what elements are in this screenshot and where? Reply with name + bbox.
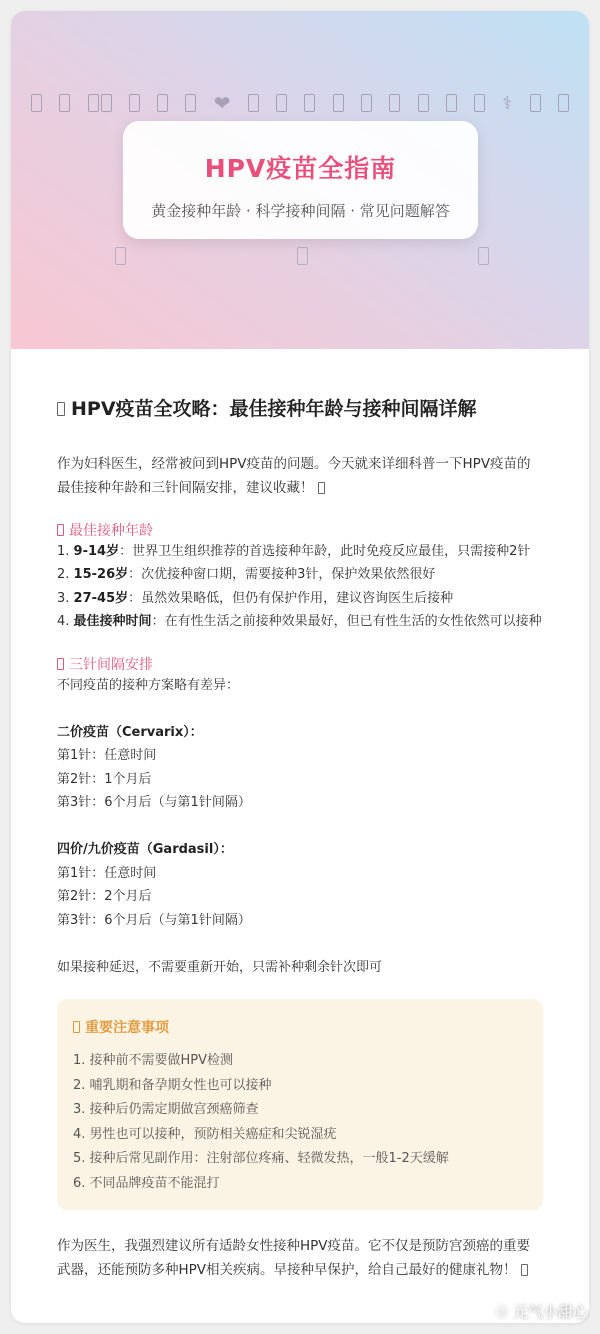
hero-title-card [123,121,478,239]
dose-line: 第1针：任意时间 [57,865,157,881]
article-card [11,11,589,1323]
bivalent-title: 二价疫苗（Cervarix）： [57,724,203,740]
dose-line: 第3针：6个月后（与第1针间隔） [57,912,251,928]
article-body [11,349,589,1282]
heart-icon: ❤ [213,91,231,115]
notice-item: 3. 接种后仍需定期做宫颈癌筛查 [73,1102,259,1118]
emoji-icon [521,1264,528,1276]
intro-paragraph [57,452,543,500]
list-item: 4. 最佳接种时间：在有性生活之前接种效果最好，但已有性生活的女性依然可以接种 [57,614,542,630]
box-icon [297,247,308,265]
article-title-text: HPV疫苗全攻略：最佳接种年龄与接种间隔详解 [71,398,477,420]
list-item: 1. 9-14岁：世界卫生组织推荐的首选接种年龄，此时免疫反应最佳，只需接种2针 [57,543,531,559]
box-icon [361,94,372,112]
notice-item: 5. 接种后常见副作用：注射部位疼痛、轻微发热，一般1-2天缓解 [73,1151,449,1167]
notice-box [57,999,543,1210]
interval-content [57,674,543,980]
box-icon [446,94,457,112]
hero-subtitle: 黄金接种年龄 · 科学接种间隔 · 常见问题解答 [151,202,450,220]
box-icon [418,94,429,112]
list-item: 2. 15-26岁：次优接种窗口期，需要接种3针，保护效果依然很好 [57,567,436,583]
closing-text: 作为医生，我强烈建议所有适龄女性接种HPV疫苗。它不仅是预防宫颈癌的重要武器，还能预防多种HPV相关疾病。早接种早保护，给自己最好的健康礼物！ [57,1238,531,1279]
notice-item: 1. 接种前不需要做HPV检测 [73,1053,234,1069]
section-emoji-icon [57,658,64,670]
list-item: 3. 27-45岁：虽然效果略低，但仍有保护作用，建议咨询医生后接种 [57,590,454,606]
notice-item: 4. 男性也可以接种，预防相关癌症和尖锐湿疣 [73,1126,337,1142]
dose-line: 第2针：1个月后 [57,771,152,787]
decorative-icon-row-lower [115,247,489,265]
notice-heading [73,1017,527,1037]
box-icon [129,94,140,112]
box-icon [185,94,196,112]
box-icon [157,94,168,112]
box-icon [59,94,70,112]
dose-line: 第2针：2个月后 [57,889,152,905]
box-icon [115,247,126,265]
dose-line: 第3针：6个月后（与第1针间隔） [57,795,251,811]
quadrivalent-title: 四价/九价疫苗（Gardasil）： [57,842,233,858]
closing-paragraph [57,1234,543,1282]
section-emoji-icon [57,524,64,536]
emoji-icon [318,482,325,494]
box-icon [304,94,315,112]
section-heading-age [57,520,543,540]
notice-item: 2. 哺乳期和备孕期女性也可以接种 [73,1077,272,1093]
notice-list [73,1049,527,1196]
box-icon [389,94,400,112]
watermark-text: 元气小甜心 [512,1303,588,1321]
box-icon [276,94,287,112]
watermark [495,1301,588,1322]
hero-banner [11,11,589,349]
dose-line: 第1针：任意时间 [57,748,157,764]
section-heading-text: 三针间隔安排 [69,656,153,673]
decorative-icon-row [31,91,569,115]
notice-heading-text: 重要注意事项 [85,1020,169,1037]
age-list [57,540,543,634]
delay-note: 如果接种延迟，不需要重新开始，只需补种剩余针次即可 [57,959,383,975]
box-icon [474,94,485,112]
watermark-logo-icon: ⓐ [495,1306,509,1321]
section-heading-text: 最佳接种年龄 [69,522,153,539]
article-title [57,397,543,422]
section-heading-interval [57,654,543,674]
box-icon [530,94,541,112]
medical-staff-icon: ⚕ [502,92,513,114]
warning-emoji-icon [73,1021,80,1033]
box-icon [248,94,259,112]
intro-text: 作为妇科医生，经常被问到HPV疫苗的问题。今天就来详细科普一下HPV疫苗的最佳接种年龄和三针间隔安排，建议收藏！ [57,455,531,496]
box-icon [558,94,569,112]
hero-title: HPV疫苗全指南 [204,154,397,183]
title-emoji-icon [57,402,65,416]
box-icon [478,247,489,265]
interval-lead: 不同疫苗的接种方案略有差异： [57,677,240,693]
box-icon [31,94,42,112]
double-box-icon [88,94,112,112]
notice-item: 6. 不同品牌疫苗不能混打 [73,1175,220,1191]
box-icon [333,94,344,112]
